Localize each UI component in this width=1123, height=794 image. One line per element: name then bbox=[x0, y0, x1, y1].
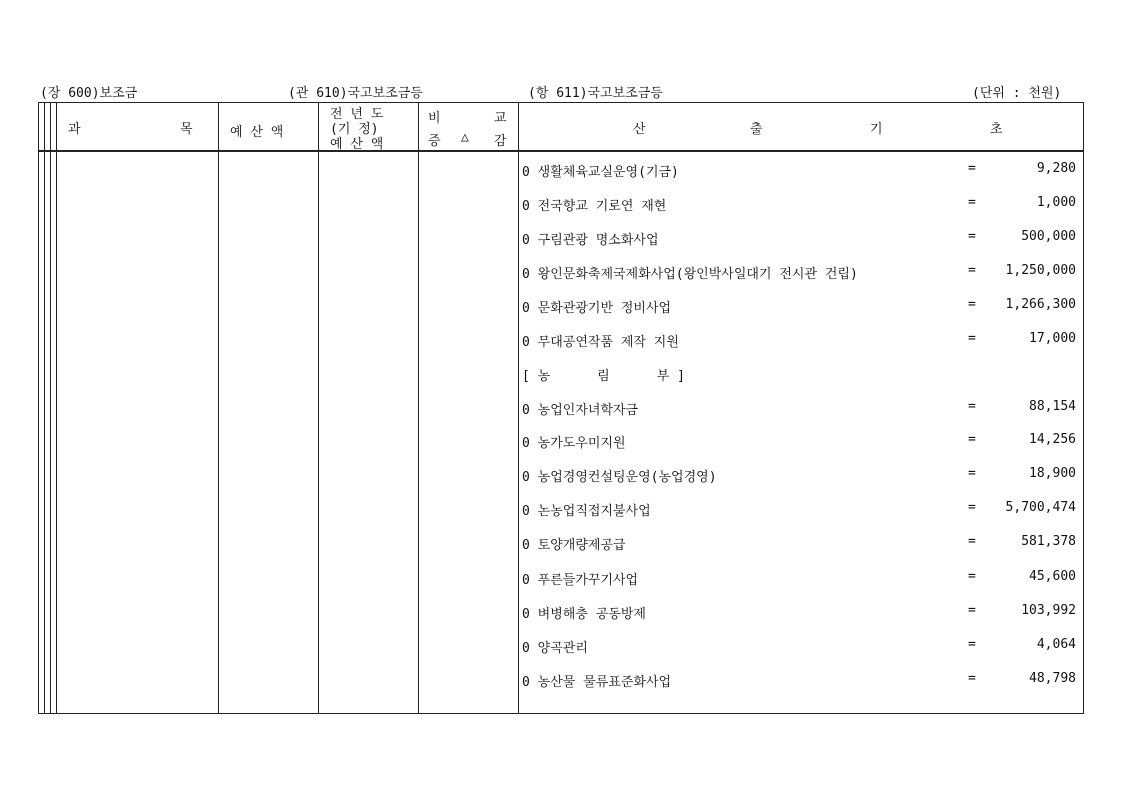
table-row bbox=[522, 534, 1076, 554]
table-row bbox=[522, 297, 1076, 317]
row-value: 88,154 bbox=[1029, 399, 1076, 414]
row-label: 0 농산물 물류표준화사업 bbox=[522, 675, 672, 690]
calc-header-4: 초 bbox=[990, 122, 1003, 137]
col-line-budget bbox=[218, 102, 219, 714]
row-label: 0 전국향교 기로연 재현 bbox=[522, 199, 667, 214]
prev-budget-header-1: 전 년 도 bbox=[330, 107, 384, 122]
header-divider bbox=[38, 150, 1084, 152]
compare-header-2b: △ bbox=[461, 130, 469, 145]
row-label: 0 논농업직접지불사업 bbox=[522, 504, 651, 519]
row-value: 17,000 bbox=[1029, 331, 1076, 346]
table-row bbox=[522, 569, 1076, 589]
row-eq: = bbox=[968, 432, 976, 447]
row-eq: = bbox=[968, 297, 976, 312]
row-value: 500,000 bbox=[1021, 229, 1076, 244]
row-label: 0 농업경영컨설팅운영(농업경영) bbox=[522, 470, 717, 485]
unit-label: (단위 : 천원) bbox=[972, 86, 1062, 101]
calc-header-2: 출 bbox=[750, 122, 763, 137]
row-label: 0 농업인자녀학자금 bbox=[522, 403, 639, 418]
item-label: (항 611)국고보조금등 bbox=[528, 86, 663, 101]
row-eq: = bbox=[968, 534, 976, 549]
col-line-compare bbox=[418, 102, 419, 714]
row-label: 0 벼병해충 공동방제 bbox=[522, 607, 646, 622]
row-eq: = bbox=[968, 500, 976, 515]
row-label: 0 문화관광기반 정비사업 bbox=[522, 301, 672, 316]
row-eq: = bbox=[968, 637, 976, 652]
row-eq: = bbox=[968, 569, 976, 584]
col-line-calc bbox=[518, 102, 519, 714]
row-label: 0 푸른들가꾸기사업 bbox=[522, 573, 639, 588]
subject-header-2: 목 bbox=[180, 122, 193, 137]
row-label: 0 구림관광 명소화사업 bbox=[522, 233, 659, 248]
row-value: 18,900 bbox=[1029, 466, 1076, 481]
chapter-label: (장 600)보조금 bbox=[40, 86, 138, 101]
table-row bbox=[522, 603, 1076, 623]
row-eq: = bbox=[968, 263, 976, 278]
row-value: 4,064 bbox=[1036, 637, 1076, 652]
row-label: 0 토양개량제공급 bbox=[522, 538, 626, 553]
compare-header-1b: 교 bbox=[494, 111, 507, 126]
row-value: 1,266,300 bbox=[1005, 297, 1076, 312]
table-row bbox=[522, 671, 1076, 691]
table-row bbox=[522, 466, 1076, 486]
row-value: 1,250,000 bbox=[1005, 263, 1076, 278]
table-row bbox=[522, 229, 1076, 249]
row-value: 14,256 bbox=[1029, 432, 1076, 447]
prev-budget-header-3: 예 산 액 bbox=[330, 137, 384, 152]
row-value: 103,992 bbox=[1021, 603, 1076, 618]
row-label: [ 농 림 부 ] bbox=[522, 369, 685, 384]
prev-budget-header-2: (기 정) bbox=[330, 122, 379, 137]
section-label: (관 610)국고보조금등 bbox=[288, 86, 423, 101]
table-row bbox=[522, 399, 1076, 419]
row-eq: = bbox=[968, 331, 976, 346]
table-row bbox=[522, 195, 1076, 215]
table-row bbox=[522, 500, 1076, 520]
table-row bbox=[522, 331, 1076, 351]
row-eq: = bbox=[968, 229, 976, 244]
row-value: 9,280 bbox=[1036, 161, 1076, 176]
row-value: 5,700,474 bbox=[1005, 500, 1076, 515]
row-eq: = bbox=[968, 671, 976, 686]
row-eq: = bbox=[968, 161, 976, 176]
table-row bbox=[522, 637, 1076, 657]
row-value: 45,600 bbox=[1029, 569, 1076, 584]
row-eq: = bbox=[968, 466, 976, 481]
row-value: 48,798 bbox=[1029, 671, 1076, 686]
col-line-c bbox=[56, 102, 57, 714]
row-label: 0 왕인문화축제국제화사업(왕인박사일대기 전시관 건립) bbox=[522, 267, 858, 282]
col-line-b bbox=[50, 102, 51, 714]
subject-header-1: 과 bbox=[68, 122, 81, 137]
row-eq: = bbox=[968, 603, 976, 618]
row-label: 0 무대공연작품 제작 지원 bbox=[522, 335, 679, 350]
table-row bbox=[522, 432, 1076, 452]
compare-header-2a: 증 bbox=[428, 134, 441, 149]
col-line-a bbox=[44, 102, 45, 714]
table-row bbox=[522, 161, 1076, 181]
row-label: 0 생활체육교실운영(기금) bbox=[522, 165, 679, 180]
row-eq: = bbox=[968, 195, 976, 210]
calc-header-3: 기 bbox=[870, 122, 883, 137]
budget-header: 예 산 액 bbox=[230, 125, 284, 140]
row-label: 0 농가도우미지원 bbox=[522, 436, 626, 451]
row-value: 581,378 bbox=[1021, 534, 1076, 549]
row-value: 1,000 bbox=[1036, 195, 1076, 210]
row-label: 0 양곡관리 bbox=[522, 641, 588, 656]
calc-header-1: 산 bbox=[633, 122, 646, 137]
row-eq: = bbox=[968, 399, 976, 414]
table-row bbox=[522, 365, 1076, 385]
col-line-prev bbox=[318, 102, 319, 714]
compare-header-2c: 감 bbox=[494, 134, 507, 149]
compare-header-1a: 비 bbox=[428, 111, 441, 126]
table-row bbox=[522, 263, 1076, 283]
